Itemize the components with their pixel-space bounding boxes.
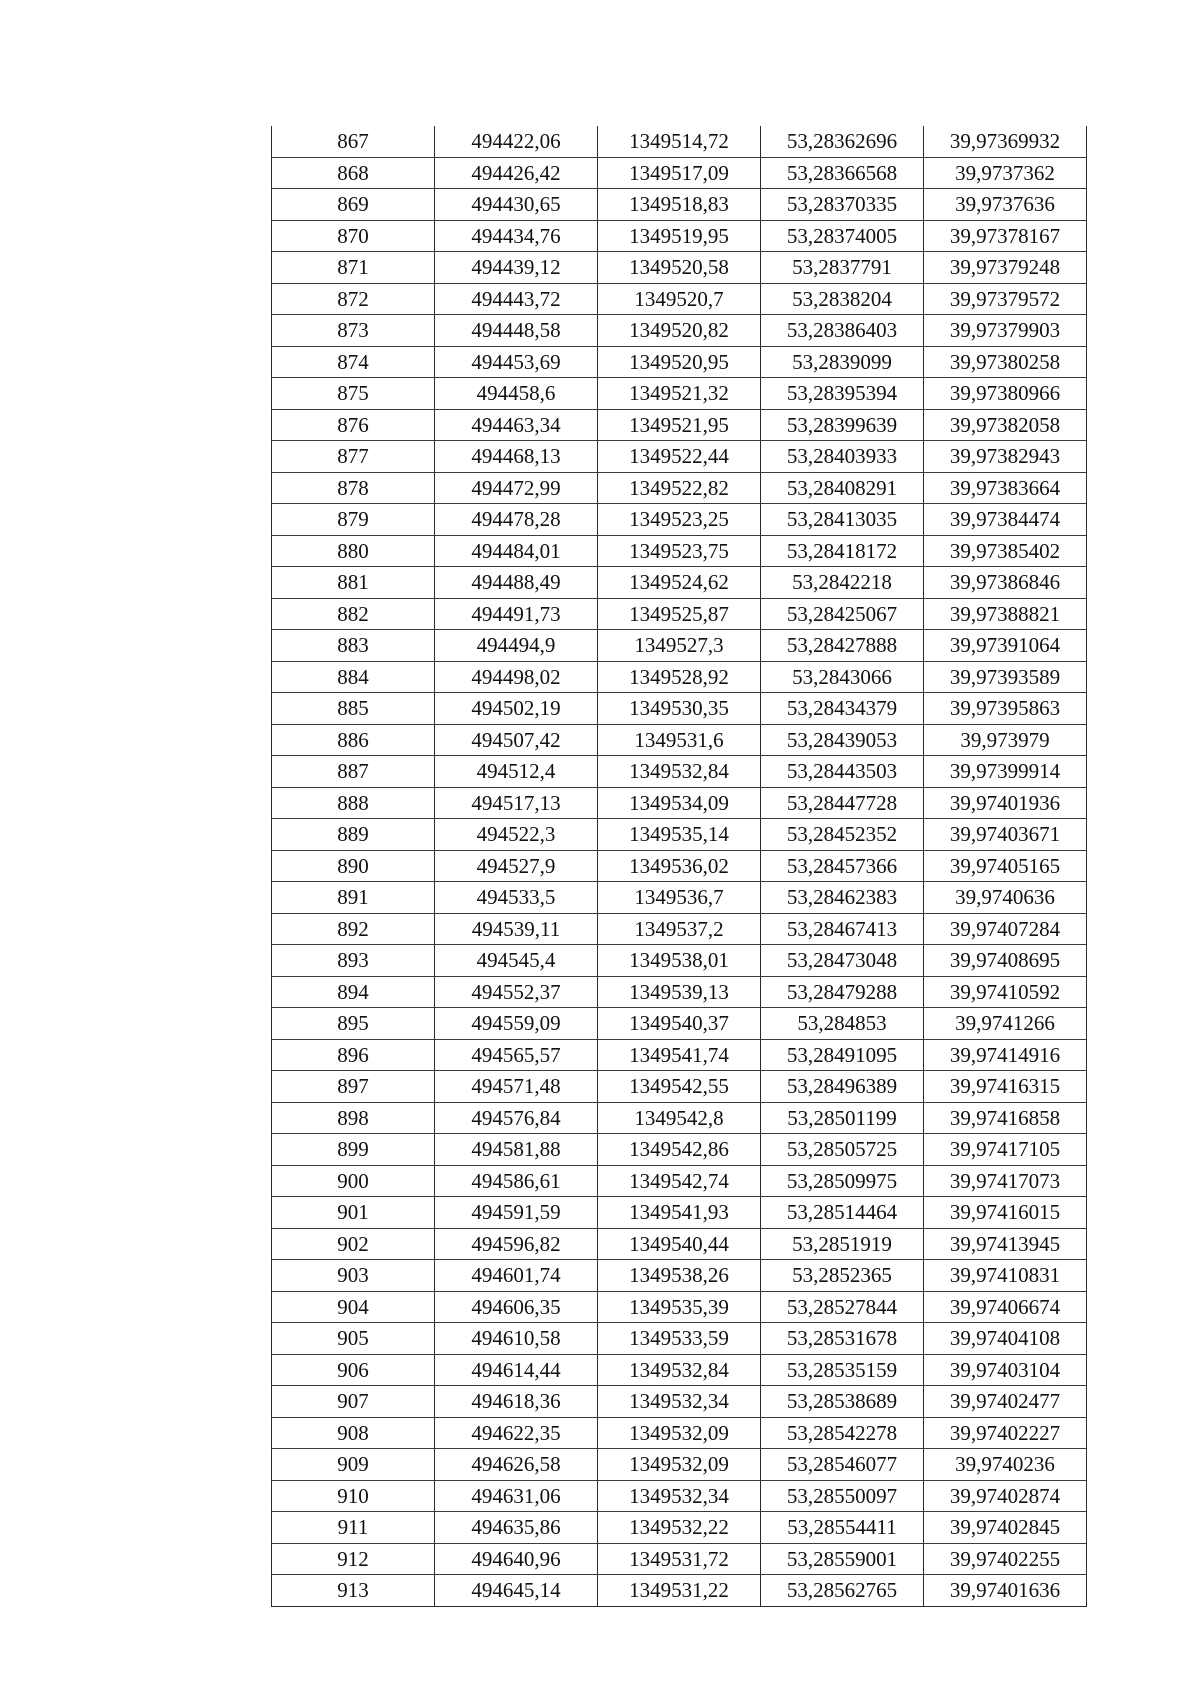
table-row <box>272 630 1087 662</box>
point-number-cell: 874 <box>272 346 435 378</box>
table-row <box>272 1260 1087 1292</box>
x-coordinate-cell: 494522,3 <box>435 819 598 851</box>
point-number-cell: 897 <box>272 1071 435 1103</box>
longitude-cell: 39,97378167 <box>924 220 1087 252</box>
x-coordinate-cell: 494545,4 <box>435 945 598 977</box>
x-coordinate-cell: 494484,01 <box>435 535 598 567</box>
point-number-cell: 904 <box>272 1291 435 1323</box>
x-coordinate-cell: 494478,28 <box>435 504 598 536</box>
x-coordinate-cell: 494559,09 <box>435 1008 598 1040</box>
latitude-cell: 53,28514464 <box>761 1197 924 1229</box>
y-coordinate-cell: 1349535,39 <box>598 1291 761 1323</box>
longitude-cell: 39,97393589 <box>924 661 1087 693</box>
x-coordinate-cell: 494631,06 <box>435 1480 598 1512</box>
y-coordinate-cell: 1349539,13 <box>598 976 761 1008</box>
table-row <box>272 567 1087 599</box>
y-coordinate-cell: 1349532,34 <box>598 1386 761 1418</box>
table-row <box>272 1102 1087 1134</box>
table-row <box>272 1354 1087 1386</box>
x-coordinate-cell: 494491,73 <box>435 598 598 630</box>
latitude-cell: 53,28467413 <box>761 913 924 945</box>
table-row <box>272 535 1087 567</box>
y-coordinate-cell: 1349528,92 <box>598 661 761 693</box>
y-coordinate-cell: 1349536,7 <box>598 882 761 914</box>
table-row <box>272 787 1087 819</box>
table-row <box>272 189 1087 221</box>
point-number-cell: 877 <box>272 441 435 473</box>
longitude-cell: 39,97405165 <box>924 850 1087 882</box>
table-row <box>272 724 1087 756</box>
y-coordinate-cell: 1349519,95 <box>598 220 761 252</box>
longitude-cell: 39,97388821 <box>924 598 1087 630</box>
latitude-cell: 53,28554411 <box>761 1512 924 1544</box>
latitude-cell: 53,28427888 <box>761 630 924 662</box>
latitude-cell: 53,28399639 <box>761 409 924 441</box>
latitude-cell: 53,28370335 <box>761 189 924 221</box>
longitude-cell: 39,97402874 <box>924 1480 1087 1512</box>
x-coordinate-cell: 494507,42 <box>435 724 598 756</box>
latitude-cell: 53,28386403 <box>761 315 924 347</box>
point-number-cell: 879 <box>272 504 435 536</box>
x-coordinate-cell: 494614,44 <box>435 1354 598 1386</box>
latitude-cell: 53,28479288 <box>761 976 924 1008</box>
latitude-cell: 53,2842218 <box>761 567 924 599</box>
x-coordinate-cell: 494610,58 <box>435 1323 598 1355</box>
latitude-cell: 53,28562765 <box>761 1575 924 1607</box>
point-number-cell: 881 <box>272 567 435 599</box>
point-number-cell: 901 <box>272 1197 435 1229</box>
table-row <box>272 472 1087 504</box>
longitude-cell: 39,973979 <box>924 724 1087 756</box>
x-coordinate-cell: 494618,36 <box>435 1386 598 1418</box>
longitude-cell: 39,97401636 <box>924 1575 1087 1607</box>
point-number-cell: 905 <box>272 1323 435 1355</box>
table-row <box>272 913 1087 945</box>
table-row <box>272 1417 1087 1449</box>
table-row <box>272 157 1087 189</box>
x-coordinate-cell: 494601,74 <box>435 1260 598 1292</box>
point-number-cell: 890 <box>272 850 435 882</box>
table-row <box>272 819 1087 851</box>
point-number-cell: 867 <box>272 126 435 157</box>
latitude-cell: 53,28418172 <box>761 535 924 567</box>
table-row <box>272 504 1087 536</box>
point-number-cell: 870 <box>272 220 435 252</box>
y-coordinate-cell: 1349532,09 <box>598 1449 761 1481</box>
y-coordinate-cell: 1349522,82 <box>598 472 761 504</box>
y-coordinate-cell: 1349542,55 <box>598 1071 761 1103</box>
y-coordinate-cell: 1349541,74 <box>598 1039 761 1071</box>
latitude-cell: 53,28447728 <box>761 787 924 819</box>
point-number-cell: 891 <box>272 882 435 914</box>
table-row <box>272 409 1087 441</box>
x-coordinate-cell: 494468,13 <box>435 441 598 473</box>
y-coordinate-cell: 1349520,7 <box>598 283 761 315</box>
y-coordinate-cell: 1349530,35 <box>598 693 761 725</box>
point-number-cell: 907 <box>272 1386 435 1418</box>
y-coordinate-cell: 1349522,44 <box>598 441 761 473</box>
y-coordinate-cell: 1349525,87 <box>598 598 761 630</box>
y-coordinate-cell: 1349533,59 <box>598 1323 761 1355</box>
x-coordinate-cell: 494581,88 <box>435 1134 598 1166</box>
longitude-cell: 39,97384474 <box>924 504 1087 536</box>
longitude-cell: 39,97403671 <box>924 819 1087 851</box>
y-coordinate-cell: 1349540,37 <box>598 1008 761 1040</box>
point-number-cell: 885 <box>272 693 435 725</box>
longitude-cell: 39,97386846 <box>924 567 1087 599</box>
table-row <box>272 693 1087 725</box>
longitude-cell: 39,97385402 <box>924 535 1087 567</box>
point-number-cell: 902 <box>272 1228 435 1260</box>
x-coordinate-cell: 494591,59 <box>435 1197 598 1229</box>
table-row <box>272 976 1087 1008</box>
point-number-cell: 878 <box>272 472 435 504</box>
longitude-cell: 39,97416015 <box>924 1197 1087 1229</box>
x-coordinate-cell: 494527,9 <box>435 850 598 882</box>
y-coordinate-cell: 1349517,09 <box>598 157 761 189</box>
y-coordinate-cell: 1349542,8 <box>598 1102 761 1134</box>
point-number-cell: 872 <box>272 283 435 315</box>
latitude-cell: 53,28527844 <box>761 1291 924 1323</box>
point-number-cell: 888 <box>272 787 435 819</box>
x-coordinate-cell: 494498,02 <box>435 661 598 693</box>
x-coordinate-cell: 494533,5 <box>435 882 598 914</box>
longitude-cell: 39,97401936 <box>924 787 1087 819</box>
longitude-cell: 39,97413945 <box>924 1228 1087 1260</box>
latitude-cell: 53,2852365 <box>761 1260 924 1292</box>
longitude-cell: 39,97410592 <box>924 976 1087 1008</box>
longitude-cell: 39,97382058 <box>924 409 1087 441</box>
table-row <box>272 1071 1087 1103</box>
y-coordinate-cell: 1349538,26 <box>598 1260 761 1292</box>
x-coordinate-cell: 494430,65 <box>435 189 598 221</box>
x-coordinate-cell: 494422,06 <box>435 126 598 157</box>
longitude-cell: 39,9737362 <box>924 157 1087 189</box>
y-coordinate-cell: 1349514,72 <box>598 126 761 157</box>
y-coordinate-cell: 1349541,93 <box>598 1197 761 1229</box>
y-coordinate-cell: 1349518,83 <box>598 189 761 221</box>
latitude-cell: 53,28531678 <box>761 1323 924 1355</box>
table-row <box>272 1197 1087 1229</box>
longitude-cell: 39,97417105 <box>924 1134 1087 1166</box>
x-coordinate-cell: 494434,76 <box>435 220 598 252</box>
table-row <box>272 220 1087 252</box>
table-row <box>272 1008 1087 1040</box>
longitude-cell: 39,97379903 <box>924 315 1087 347</box>
latitude-cell: 53,28439053 <box>761 724 924 756</box>
latitude-cell: 53,28366568 <box>761 157 924 189</box>
latitude-cell: 53,28509975 <box>761 1165 924 1197</box>
point-number-cell: 908 <box>272 1417 435 1449</box>
point-number-cell: 869 <box>272 189 435 221</box>
table-row <box>272 315 1087 347</box>
coordinates-table-body <box>272 126 1087 1606</box>
x-coordinate-cell: 494512,4 <box>435 756 598 788</box>
longitude-cell: 39,97395863 <box>924 693 1087 725</box>
x-coordinate-cell: 494443,72 <box>435 283 598 315</box>
x-coordinate-cell: 494517,13 <box>435 787 598 819</box>
latitude-cell: 53,2838204 <box>761 283 924 315</box>
latitude-cell: 53,28443503 <box>761 756 924 788</box>
coordinates-table <box>271 126 1087 1607</box>
y-coordinate-cell: 1349532,22 <box>598 1512 761 1544</box>
y-coordinate-cell: 1349540,44 <box>598 1228 761 1260</box>
x-coordinate-cell: 494539,11 <box>435 913 598 945</box>
y-coordinate-cell: 1349532,34 <box>598 1480 761 1512</box>
table-row <box>272 1291 1087 1323</box>
latitude-cell: 53,28434379 <box>761 693 924 725</box>
y-coordinate-cell: 1349535,14 <box>598 819 761 851</box>
y-coordinate-cell: 1349534,09 <box>598 787 761 819</box>
x-coordinate-cell: 494606,35 <box>435 1291 598 1323</box>
latitude-cell: 53,28462383 <box>761 882 924 914</box>
x-coordinate-cell: 494576,84 <box>435 1102 598 1134</box>
table-row <box>272 1228 1087 1260</box>
x-coordinate-cell: 494571,48 <box>435 1071 598 1103</box>
longitude-cell: 39,97382943 <box>924 441 1087 473</box>
point-number-cell: 873 <box>272 315 435 347</box>
longitude-cell: 39,97379572 <box>924 283 1087 315</box>
y-coordinate-cell: 1349520,95 <box>598 346 761 378</box>
point-number-cell: 868 <box>272 157 435 189</box>
y-coordinate-cell: 1349532,84 <box>598 1354 761 1386</box>
table-row <box>272 1449 1087 1481</box>
point-number-cell: 912 <box>272 1543 435 1575</box>
table-row <box>272 756 1087 788</box>
longitude-cell: 39,97404108 <box>924 1323 1087 1355</box>
latitude-cell: 53,2839099 <box>761 346 924 378</box>
y-coordinate-cell: 1349538,01 <box>598 945 761 977</box>
y-coordinate-cell: 1349524,62 <box>598 567 761 599</box>
y-coordinate-cell: 1349520,58 <box>598 252 761 284</box>
point-number-cell: 900 <box>272 1165 435 1197</box>
y-coordinate-cell: 1349532,84 <box>598 756 761 788</box>
y-coordinate-cell: 1349531,72 <box>598 1543 761 1575</box>
point-number-cell: 893 <box>272 945 435 977</box>
point-number-cell: 899 <box>272 1134 435 1166</box>
latitude-cell: 53,28496389 <box>761 1071 924 1103</box>
y-coordinate-cell: 1349521,95 <box>598 409 761 441</box>
y-coordinate-cell: 1349537,2 <box>598 913 761 945</box>
longitude-cell: 39,97410831 <box>924 1260 1087 1292</box>
table-row <box>272 1323 1087 1355</box>
latitude-cell: 53,28535159 <box>761 1354 924 1386</box>
y-coordinate-cell: 1349542,74 <box>598 1165 761 1197</box>
x-coordinate-cell: 494453,69 <box>435 346 598 378</box>
y-coordinate-cell: 1349523,25 <box>598 504 761 536</box>
table-row <box>272 378 1087 410</box>
table-row <box>272 1543 1087 1575</box>
y-coordinate-cell: 1349536,02 <box>598 850 761 882</box>
latitude-cell: 53,28362696 <box>761 126 924 157</box>
table-row <box>272 1134 1087 1166</box>
longitude-cell: 39,97403104 <box>924 1354 1087 1386</box>
longitude-cell: 39,97417073 <box>924 1165 1087 1197</box>
y-coordinate-cell: 1349520,82 <box>598 315 761 347</box>
table-row <box>272 1386 1087 1418</box>
x-coordinate-cell: 494458,6 <box>435 378 598 410</box>
y-coordinate-cell: 1349531,6 <box>598 724 761 756</box>
y-coordinate-cell: 1349523,75 <box>598 535 761 567</box>
latitude-cell: 53,284853 <box>761 1008 924 1040</box>
point-number-cell: 880 <box>272 535 435 567</box>
latitude-cell: 53,28425067 <box>761 598 924 630</box>
x-coordinate-cell: 494439,12 <box>435 252 598 284</box>
longitude-cell: 39,97369932 <box>924 126 1087 157</box>
point-number-cell: 903 <box>272 1260 435 1292</box>
latitude-cell: 53,28542278 <box>761 1417 924 1449</box>
longitude-cell: 39,9740236 <box>924 1449 1087 1481</box>
table-row <box>272 850 1087 882</box>
longitude-cell: 39,97399914 <box>924 756 1087 788</box>
x-coordinate-cell: 494448,58 <box>435 315 598 347</box>
point-number-cell: 882 <box>272 598 435 630</box>
point-number-cell: 896 <box>272 1039 435 1071</box>
latitude-cell: 53,28491095 <box>761 1039 924 1071</box>
table-row <box>272 1039 1087 1071</box>
longitude-cell: 39,97406674 <box>924 1291 1087 1323</box>
x-coordinate-cell: 494552,37 <box>435 976 598 1008</box>
longitude-cell: 39,97414916 <box>924 1039 1087 1071</box>
point-number-cell: 875 <box>272 378 435 410</box>
table-row <box>272 1165 1087 1197</box>
x-coordinate-cell: 494426,42 <box>435 157 598 189</box>
longitude-cell: 39,97416858 <box>924 1102 1087 1134</box>
longitude-cell: 39,97408695 <box>924 945 1087 977</box>
table-row <box>272 1512 1087 1544</box>
longitude-cell: 39,97402227 <box>924 1417 1087 1449</box>
table-row <box>272 252 1087 284</box>
latitude-cell: 53,28374005 <box>761 220 924 252</box>
point-number-cell: 883 <box>272 630 435 662</box>
latitude-cell: 53,28452352 <box>761 819 924 851</box>
point-number-cell: 894 <box>272 976 435 1008</box>
table-row <box>272 441 1087 473</box>
x-coordinate-cell: 494640,96 <box>435 1543 598 1575</box>
y-coordinate-cell: 1349532,09 <box>598 1417 761 1449</box>
x-coordinate-cell: 494472,99 <box>435 472 598 504</box>
x-coordinate-cell: 494494,9 <box>435 630 598 662</box>
point-number-cell: 892 <box>272 913 435 945</box>
x-coordinate-cell: 494488,49 <box>435 567 598 599</box>
longitude-cell: 39,9740636 <box>924 882 1087 914</box>
longitude-cell: 39,97379248 <box>924 252 1087 284</box>
x-coordinate-cell: 494626,58 <box>435 1449 598 1481</box>
latitude-cell: 53,28501199 <box>761 1102 924 1134</box>
y-coordinate-cell: 1349521,32 <box>598 378 761 410</box>
point-number-cell: 887 <box>272 756 435 788</box>
longitude-cell: 39,97380258 <box>924 346 1087 378</box>
x-coordinate-cell: 494565,57 <box>435 1039 598 1071</box>
point-number-cell: 906 <box>272 1354 435 1386</box>
latitude-cell: 53,28403933 <box>761 441 924 473</box>
x-coordinate-cell: 494463,34 <box>435 409 598 441</box>
x-coordinate-cell: 494622,35 <box>435 1417 598 1449</box>
latitude-cell: 53,2851919 <box>761 1228 924 1260</box>
table-row <box>272 661 1087 693</box>
point-number-cell: 910 <box>272 1480 435 1512</box>
longitude-cell: 39,97402255 <box>924 1543 1087 1575</box>
y-coordinate-cell: 1349531,22 <box>598 1575 761 1607</box>
y-coordinate-cell: 1349542,86 <box>598 1134 761 1166</box>
point-number-cell: 909 <box>272 1449 435 1481</box>
latitude-cell: 53,28550097 <box>761 1480 924 1512</box>
x-coordinate-cell: 494645,14 <box>435 1575 598 1607</box>
table-row <box>272 1575 1087 1607</box>
latitude-cell: 53,28505725 <box>761 1134 924 1166</box>
longitude-cell: 39,97402477 <box>924 1386 1087 1418</box>
table-row <box>272 346 1087 378</box>
latitude-cell: 53,28559001 <box>761 1543 924 1575</box>
point-number-cell: 886 <box>272 724 435 756</box>
point-number-cell: 898 <box>272 1102 435 1134</box>
latitude-cell: 53,2843066 <box>761 661 924 693</box>
point-number-cell: 913 <box>272 1575 435 1607</box>
latitude-cell: 53,28473048 <box>761 945 924 977</box>
point-number-cell: 876 <box>272 409 435 441</box>
table-row <box>272 945 1087 977</box>
point-number-cell: 911 <box>272 1512 435 1544</box>
table-row <box>272 1480 1087 1512</box>
y-coordinate-cell: 1349527,3 <box>598 630 761 662</box>
longitude-cell: 39,97391064 <box>924 630 1087 662</box>
point-number-cell: 871 <box>272 252 435 284</box>
longitude-cell: 39,9737636 <box>924 189 1087 221</box>
point-number-cell: 895 <box>272 1008 435 1040</box>
latitude-cell: 53,28457366 <box>761 850 924 882</box>
latitude-cell: 53,28395394 <box>761 378 924 410</box>
longitude-cell: 39,9741266 <box>924 1008 1087 1040</box>
x-coordinate-cell: 494502,19 <box>435 693 598 725</box>
table-row <box>272 882 1087 914</box>
longitude-cell: 39,97416315 <box>924 1071 1087 1103</box>
latitude-cell: 53,28413035 <box>761 504 924 536</box>
longitude-cell: 39,97407284 <box>924 913 1087 945</box>
latitude-cell: 53,28408291 <box>761 472 924 504</box>
point-number-cell: 889 <box>272 819 435 851</box>
point-number-cell: 884 <box>272 661 435 693</box>
x-coordinate-cell: 494586,61 <box>435 1165 598 1197</box>
table-row <box>272 126 1087 157</box>
longitude-cell: 39,97380966 <box>924 378 1087 410</box>
latitude-cell: 53,28538689 <box>761 1386 924 1418</box>
table-row <box>272 283 1087 315</box>
x-coordinate-cell: 494635,86 <box>435 1512 598 1544</box>
longitude-cell: 39,97402845 <box>924 1512 1087 1544</box>
longitude-cell: 39,97383664 <box>924 472 1087 504</box>
x-coordinate-cell: 494596,82 <box>435 1228 598 1260</box>
latitude-cell: 53,28546077 <box>761 1449 924 1481</box>
latitude-cell: 53,2837791 <box>761 252 924 284</box>
table-row <box>272 598 1087 630</box>
